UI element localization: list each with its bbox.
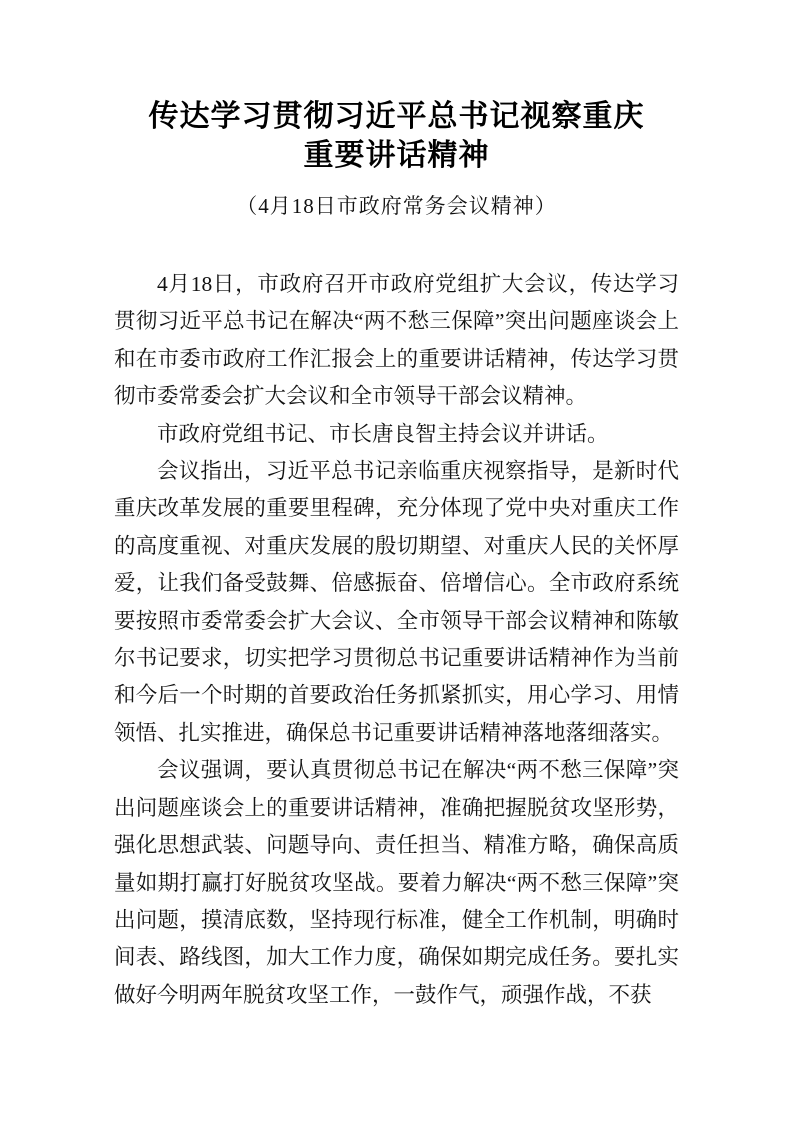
paragraph: 会议强调，要认真贯彻总书记在解决“两不愁三保障”突出问题座谈会上的重要讲话精神，准确把握脱贫攻坚形势，强化思想武装、问题导向、责任担当、精准方略，确保高质量如期打赢打好脱贫攻坚战。要着力解决“两不愁三保障”突出问题，摸清底数，坚持现行标准，健全工作机制，明确时间表、路线图，加大工作力度，确保如期完成任务。要扎实做好今明两年脱贫攻坚工作，一鼓作气，顽强作战，不获	[114, 758, 679, 1007]
paragraph: 4月18日，市政府召开市政府党组扩大会议，传达学习贯彻习近平总书记在解决“两不愁三保障”突出问题座谈会上和在市委市政府工作汇报会上的重要讲话精神，传达学习贯彻市委常委会扩大会议和全市领导干部会议精神。	[114, 272, 679, 409]
document-title	[114, 97, 679, 175]
paragraph: 会议指出，习近平总书记亲临重庆视察指导，是新时代重庆改革发展的重要里程碑，充分体现了党中央对重庆工作的高度重视、对重庆发展的殷切期望、对重庆人民的关怀厚爱，让我们备受鼓舞、倍感振奋、倍增信心。全市政府系统要按照市委常委会扩大会议、全市领导干部会议精神和陈敏尔书记要求，切实把学习贯彻总书记重要讲话精神作为当前和今后一个时期的首要政治任务抓紧抓实，用心学习、用情领悟、扎实推进，确保总书记重要讲话精神落地落细落实。	[114, 459, 679, 745]
document-title-line-1: 传达学习贯彻习近平总书记视察重庆	[148, 100, 645, 133]
paragraph: 市政府党组书记、市长唐良智主持会议并讲话。	[157, 421, 609, 446]
document-subtitle: （4月18日市政府常务会议精神）	[236, 194, 557, 218]
document-body	[114, 266, 679, 1014]
document-title-line-2: 重要讲话精神	[303, 139, 490, 172]
